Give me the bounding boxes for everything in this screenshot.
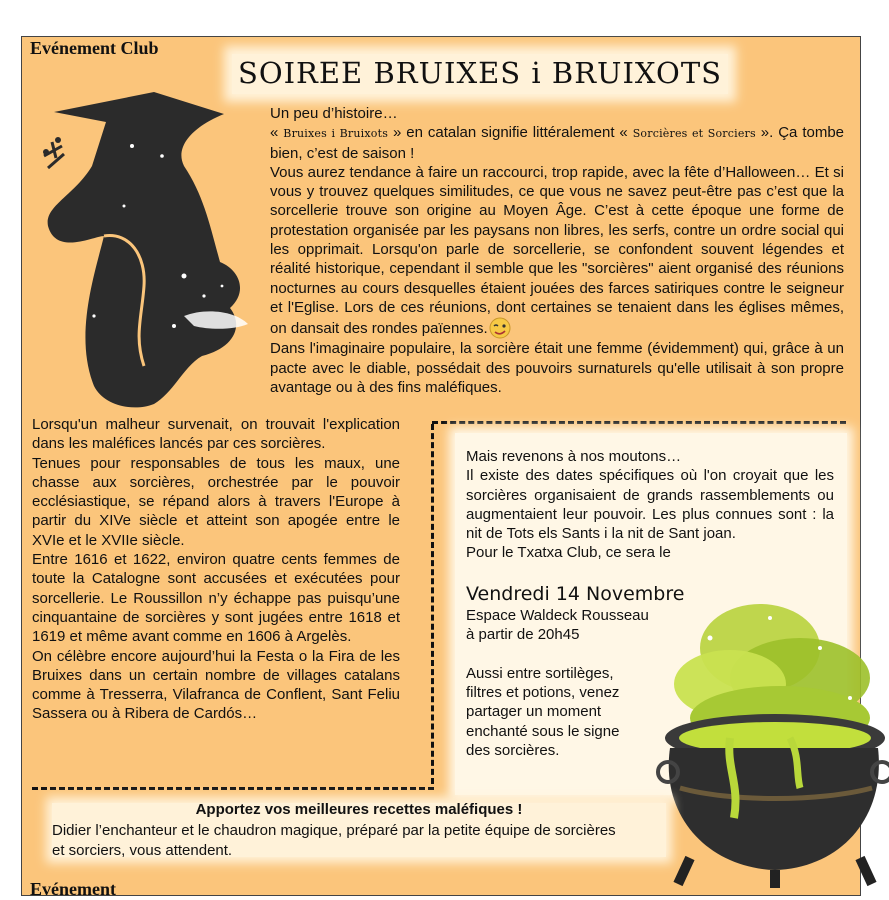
text-span: « (270, 124, 284, 142)
invite-line-3: partager un moment (466, 703, 602, 721)
event-place: Espace Waldeck Rousseau (466, 607, 649, 625)
footer-headline: Apportez vos meilleures recettes maléfiques ! (195, 801, 523, 818)
left-paragraph-1: Lorsqu'un malheur survenait, on trouvait l'explication dans les maléfices lancés par ces sorcières. (32, 416, 400, 453)
title-banner (232, 54, 728, 94)
event-date: Vendredi 14 Novembre (466, 582, 685, 605)
witch-illustration (34, 86, 260, 416)
invite-line-4: enchanté sous le signe (466, 722, 620, 740)
section-tag: Evénement Club (30, 38, 159, 58)
right-paragraph-1: Mais revenons à nos moutons… (466, 448, 682, 465)
next-section-tag: Evénement (30, 879, 116, 899)
invite-line-2: filtres et potions, venez (466, 683, 620, 701)
intro-text (270, 104, 844, 397)
text-span: ». Ça tombe bien, c’est de saison ! (270, 124, 845, 162)
dashed-divider-bottom (32, 787, 434, 790)
intro-paragraph-2 (270, 163, 844, 339)
text-span: Vous aurez tendance à faire un raccourci, trop rapide, avec la fête d’Halloween… Et si vous y trouvez quelques similitudes, ce que vous ne savez peut-être pas c’est que la sorcellerie trouve son origine au Moyen Âge. C’est à cette époque une forme de protestation organisée par les paysans non libres, les serfs, contre un ordre social qui les opprimait. Lorsqu'on parle de sorcellerie, se confondent souvent légendes et réalité historique, cependant il semble que les "sorcières" aient organisé des réunions nocturnes au cours desquelles étaient jouées des farces satiriques contre le seigneur et l'Eglise. Lors de ces réunions, dont certaines se tenaient dans les églises mêmes, on dansait des rondes païennes. (270, 163, 844, 338)
intro-paragraph-3: Dans l'imaginaire populaire, la sorcière était une femme (évidemment) qui, grâce à un pacte avec le diable, possédait des pouvoirs surnaturels qu'elle utilisait à son propre avantage ou à des fins maléfiques. (270, 340, 844, 396)
dashed-divider-vertical (431, 424, 434, 784)
left-paragraph-3: Entre 1616 et 1622, environ quatre cents femmes de toute la Catalogne sont accusées et exécutées pour sorcellerie. Le Roussillon n’y échappe pas puisqu’une cinquantaine de sorcières y sont jugées entre 1618 et 1619 et même avant comme en 1606 à Argelès. (32, 551, 400, 646)
left-paragraph-2: Tenues pour responsables de tous les maux, une chasse aux sorcières, orchestrée par le pouvoir ecclésiastique, se répand alors à travers l'Europe à partir du XIVe siècle et atteint son apogée entre le XVIe et le XVIIe siècle. (32, 454, 400, 549)
invite-line-5: des sorcières. (466, 741, 560, 759)
dashed-divider-top (432, 421, 846, 424)
text-span: » en catalan signifie littéralement « (388, 124, 633, 142)
wink-face-emoji-icon (488, 317, 512, 339)
french-translation: Sorcières et Sorciers (632, 127, 756, 141)
page-title: SOIREE BRUIXES i BRUIXOTS (237, 56, 723, 90)
intro-paragraph-1 (270, 123, 844, 163)
cauldron-illustration (650, 588, 889, 890)
left-paragraph-4: On célèbre encore aujourd’hui la Festa o la Fira de les Bruixes dans un certain nombre de villages catalans comme à Tresserra, Vilafranca de Conflent, Sant Feliu Sassera ou à Ribera de Cardós… (32, 647, 400, 723)
left-column (32, 415, 400, 724)
footer-text: Didier l’enchanteur et le chaudron magique, préparé par la petite équipe de sorcières et sorciers, vous attendent. (52, 822, 616, 859)
intro-heading: Un peu d’histoire… (270, 105, 398, 122)
catalan-term: Bruixes i Bruixots (283, 127, 389, 141)
event-time: à partir de 20h45 (466, 626, 580, 644)
invite-line-1: Aussi entre sortilèges, (466, 664, 614, 682)
right-paragraph-2: Il existe des dates spécifiques où l'on croyait que les sorcières organisaient de grands rassemblements ou augmentaient leur pouvoir. Les plus connues sont : la nit de Tots els Sants i la nit de Sant joan. (466, 467, 834, 543)
right-paragraph-3: Pour le Txatxa Club, ce sera le (466, 544, 671, 562)
